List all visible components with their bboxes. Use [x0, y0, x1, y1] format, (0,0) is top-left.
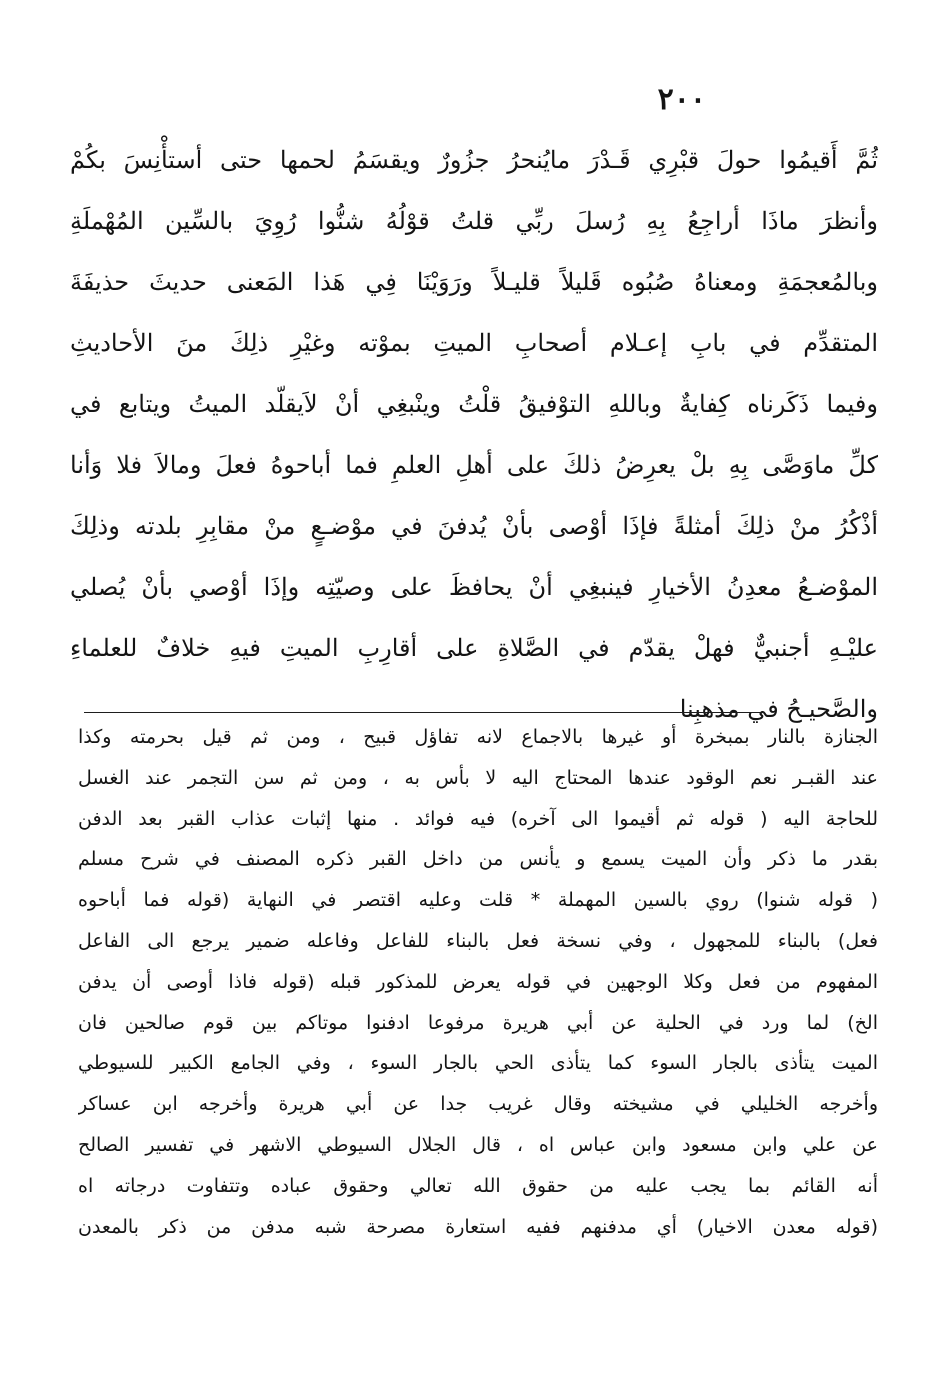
footnote-line: (قوله معدن الاخيار) أي مدفنهم ففيه استعارة مصرحة شبه مدفن من ذكر بالمعدن [78, 1215, 878, 1238]
main-text-block [70, 130, 878, 740]
footnote-separator [84, 712, 764, 713]
footnote-line: الخ) لما ورد في الحلية عن أبي هريرة مرفوعا ادفنوا موتاكم بين قوم صالحين فان [78, 1011, 878, 1034]
main-text-line: المتقدِّم في بابِ إعـلام أصحابِ الميتِ بموْته وغيْرِ ذلِكَ منَ الأحاديثِ [70, 329, 878, 357]
page-number: ٢٠٠ [657, 82, 706, 117]
footnote-line: عن علي وابن مسعود وابن عباس اه ، قال الجلال السيوطي الاشهر في تفسير الصالح [78, 1133, 878, 1156]
footnote-line: الميت يتأذى بالجار السوء كما يتأذى الحي بالجار السوء ، وفي الجامع الكبير للسيوطي [78, 1052, 878, 1075]
main-text-line: كلِّ ماوَصَّى بِهِ بلْ يعرِضُ ذلكَ على أهلِ العلمِ فما أباحوهُ فعلَ ومالاَ فلا وَأنا [70, 451, 878, 479]
main-text-line: وبالمُعجمَةِ ومعناهُ صُبُوه قَليلاً قليـلاً ورَوَيْنَا فِي هَذا المَعنى حديثَ حذيفَةَ [70, 268, 878, 296]
main-text-line: أذْكُرُ منْ ذلِكَ أمثلةً فإذَا أوْصى بأنْ يُدفنَ في موْضـعٍ منْ مقابِرِ بلدته وذلِكَ [70, 512, 878, 540]
main-text-line: الموْضـعُ معدِنُ الأخيارِ فينبغِي أنْ يحافظَ على وصيّتِه وإذَا أوْصي بأنْ يُصلي [70, 573, 878, 601]
footnote-line: بقدر ما ذكر وأن الميت يسمع و يأنس من داخل القبر ذكره المصنف في شرح مسلم [78, 848, 878, 871]
footnote-line: أنه القائم بما يجب عليه من حقوق الله تعالي وحقوق عباده وتتفاوت درجاته اه [78, 1174, 878, 1197]
main-text-line: وأنظرَ ماذَا أراجِعُ بِهِ رُسلَ ربِّي قلتُ قوْلُهُ شنُّوا رُوِيَ بالسِّين المُهْملَةِ [70, 207, 878, 235]
footnote-line: وأخرجه الخليلي في مشيخته وقال غريب جدا عن أبي هريرة وأخرجه ابن عساكر [78, 1093, 878, 1116]
footnote-line: فعل) بالبناء للمجهول ، وفي نسخة فعل بالبناء للفاعل وفاعله ضمير يرجع الى الفاعل [78, 929, 878, 952]
footnote-line: المفهوم من فعل وكلا الوجهين في قوله يعرض للمذكور قبله (قوله فاذا أوصى أن يدفن [78, 970, 878, 993]
footnote-line: للحاجة اليه ( قوله ثم أقيموا الى آخره) فيه فوائد . منها إثبات عذاب القبر بعد الدفن [78, 807, 878, 830]
footnote-line: عند القبـر نعم الوقود عندها المحتاج اليه لا بأس به ، ومن ثم سن التجمر عند الغسل [78, 766, 878, 789]
footnote-line: الجنازة بالنار بمبخرة أو غيرها بالاجماع لانه تفاؤل قبيح ، ومن ثم قيل بحرمته وكذا [78, 726, 878, 748]
main-text-line: والصَّحيـحُ في مذهبِنا [679, 695, 878, 723]
footnote-line: ( قوله شنوا) روي بالسين المهملة * قلت وعليه اقتصر في النهاية (قوله فما أباحوه [78, 889, 878, 912]
main-text-line: ثُمَّ أَقيمُوا حولَ قبْرِي قَـدْرَ مايُنحرُ جزُورٌ ويقسَمُ لحمها حتى أستأْنِسَ بكُمْ [70, 146, 878, 174]
main-text-line: عليْـهِ أجنبيٌّ فهلْ يقدّم في الصَّلاةِ على أقارِبِ الميتِ فيهِ خلافٌ للعلماءِ [70, 634, 878, 662]
footnotes-block [78, 717, 878, 1247]
main-text-line: وفيما ذَكَرناه كِفايةٌ وباللهِ التوْفيقُ قلْتُ وينْبغِي أنْ لاَيقلّد الميتُ ويتابع في [70, 390, 878, 418]
